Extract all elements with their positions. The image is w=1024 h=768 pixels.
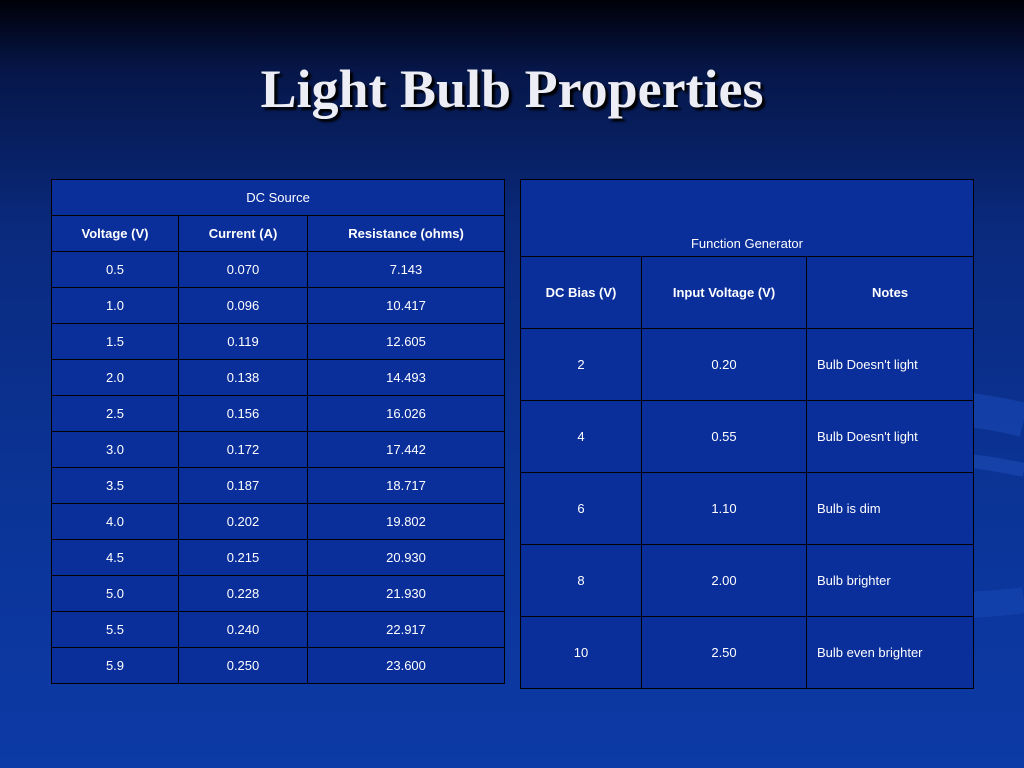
- table-row: [52, 576, 505, 612]
- table-cell: 2.0: [52, 360, 179, 396]
- column-header-input-voltage: Input Voltage (V): [642, 257, 807, 329]
- table-cell: Bulb is dim: [807, 473, 974, 545]
- table-row: [521, 473, 974, 545]
- table-cell: 0.119: [179, 324, 308, 360]
- table-cell: 3.5: [52, 468, 179, 504]
- table-row: [52, 324, 505, 360]
- table-cell: 0.187: [179, 468, 308, 504]
- column-header-dc-bias: DC Bias (V): [521, 257, 642, 329]
- table-cell: 20.930: [308, 540, 505, 576]
- table-cell: 14.493: [308, 360, 505, 396]
- table-cell: Bulb even brighter: [807, 617, 974, 689]
- table-cell: 2.00: [642, 545, 807, 617]
- table-cell: 0.202: [179, 504, 308, 540]
- column-header-current: Current (A): [179, 216, 308, 252]
- column-header-notes: Notes: [807, 257, 974, 329]
- function-generator-header-row: [521, 257, 974, 329]
- table-row: [521, 617, 974, 689]
- column-header-resistance: Resistance (ohms): [308, 216, 505, 252]
- table-row: [52, 252, 505, 288]
- table-cell: 4: [521, 401, 642, 473]
- table-cell: 0.240: [179, 612, 308, 648]
- table-row: [52, 648, 505, 684]
- table-cell: 0.070: [179, 252, 308, 288]
- table-cell: Bulb Doesn't light: [807, 329, 974, 401]
- table-row: [52, 468, 505, 504]
- table-cell: 4.0: [52, 504, 179, 540]
- column-header-voltage: Voltage (V): [52, 216, 179, 252]
- table-row: [52, 504, 505, 540]
- table-cell: 2.50: [642, 617, 807, 689]
- table-cell: 18.717: [308, 468, 505, 504]
- dc-source-caption: DC Source: [52, 180, 505, 216]
- table-cell: 2: [521, 329, 642, 401]
- function-generator-caption: Function Generator: [521, 180, 974, 257]
- table-cell: Bulb Doesn't light: [807, 401, 974, 473]
- table-cell: 1.5: [52, 324, 179, 360]
- table-row: [52, 540, 505, 576]
- table-cell: 1.0: [52, 288, 179, 324]
- slide-title: Light Bulb Properties: [260, 59, 764, 119]
- table-cell: 10: [521, 617, 642, 689]
- function-generator-caption-row: [521, 180, 974, 257]
- function-generator-table: [520, 179, 974, 689]
- table-cell: 0.172: [179, 432, 308, 468]
- table-cell: 16.026: [308, 396, 505, 432]
- table-row: [52, 360, 505, 396]
- table-cell: Bulb brighter: [807, 545, 974, 617]
- table-cell: 0.20: [642, 329, 807, 401]
- table-cell: 0.55: [642, 401, 807, 473]
- table-cell: 17.442: [308, 432, 505, 468]
- table-cell: 23.600: [308, 648, 505, 684]
- table-cell: 0.5: [52, 252, 179, 288]
- table-row: [521, 329, 974, 401]
- table-cell: 12.605: [308, 324, 505, 360]
- dc-source-header-row: [52, 216, 505, 252]
- table-cell: 5.5: [52, 612, 179, 648]
- table-cell: 5.9: [52, 648, 179, 684]
- table-row: [52, 396, 505, 432]
- table-cell: 22.917: [308, 612, 505, 648]
- table-cell: 21.930: [308, 576, 505, 612]
- table-cell: 6: [521, 473, 642, 545]
- table-cell: 0.156: [179, 396, 308, 432]
- table-cell: 0.096: [179, 288, 308, 324]
- table-cell: 19.802: [308, 504, 505, 540]
- table-cell: 0.138: [179, 360, 308, 396]
- table-cell: 7.143: [308, 252, 505, 288]
- table-cell: 4.5: [52, 540, 179, 576]
- table-row: [521, 401, 974, 473]
- table-cell: 8: [521, 545, 642, 617]
- table-cell: 2.5: [52, 396, 179, 432]
- table-cell: 5.0: [52, 576, 179, 612]
- table-cell: 0.228: [179, 576, 308, 612]
- table-cell: 0.215: [179, 540, 308, 576]
- dc-source-table: [51, 179, 505, 684]
- dc-source-caption-row: [52, 180, 505, 216]
- table-row: [52, 288, 505, 324]
- table-cell: 3.0: [52, 432, 179, 468]
- table-row: [52, 612, 505, 648]
- table-cell: 1.10: [642, 473, 807, 545]
- table-cell: 0.250: [179, 648, 308, 684]
- table-row: [521, 545, 974, 617]
- table-cell: 10.417: [308, 288, 505, 324]
- table-row: [52, 432, 505, 468]
